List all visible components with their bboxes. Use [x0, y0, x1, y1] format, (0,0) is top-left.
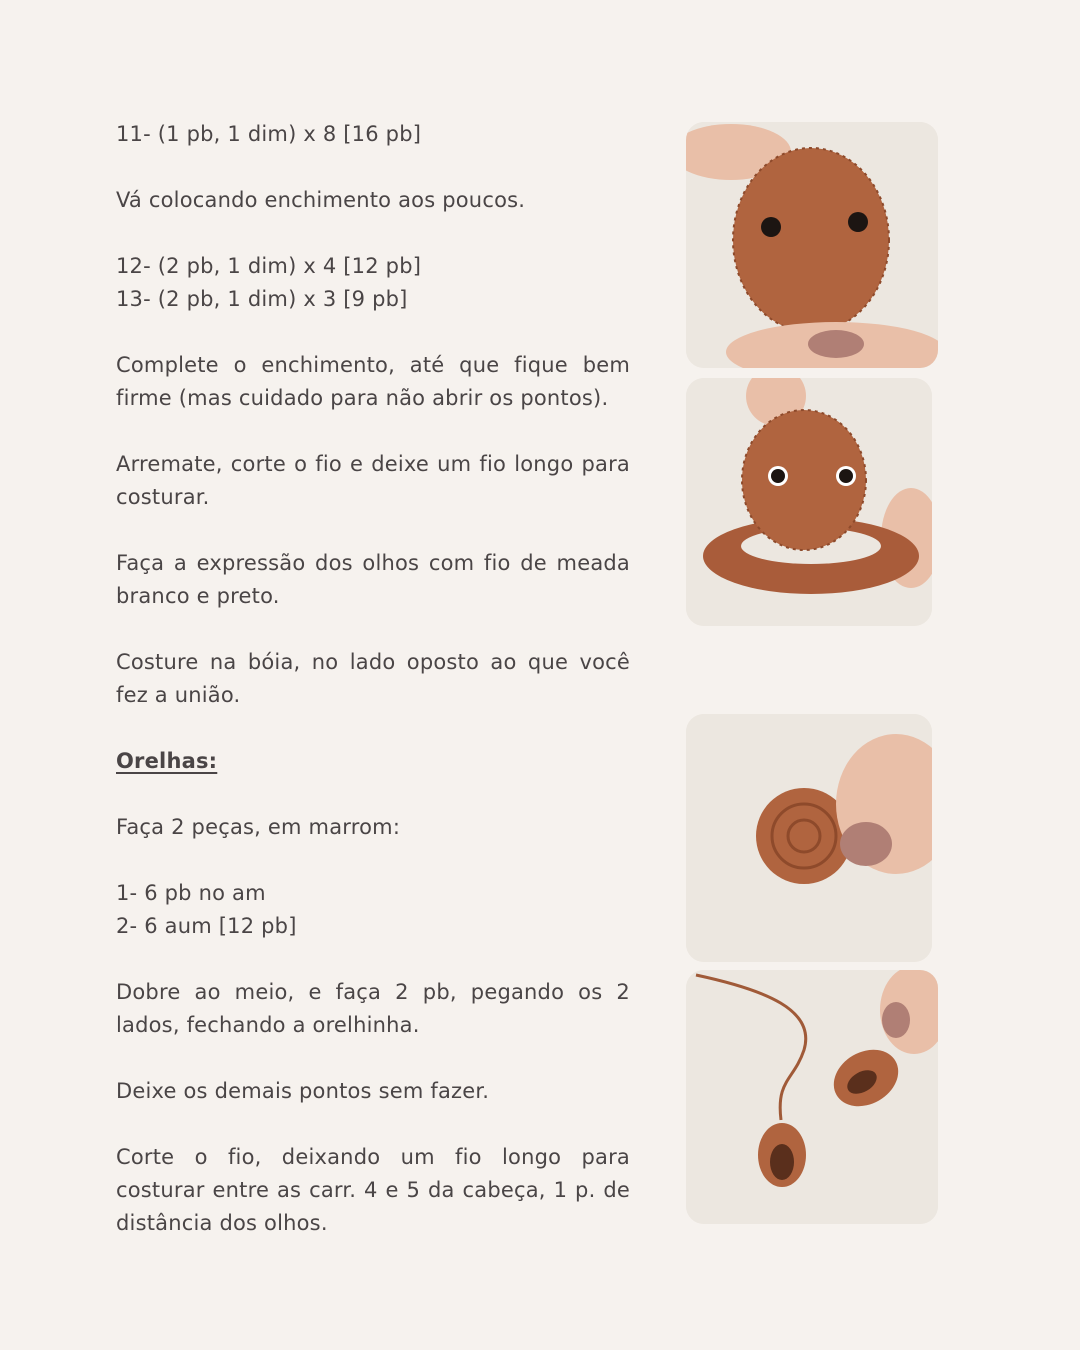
complete-fill: Complete o enchimento, até que fique bem firme (mas cuidado para não abrir os pontos).: [116, 353, 630, 410]
folded-ears-illustration: [686, 970, 938, 1224]
fill-gradually: Vá colocando enchimento aos poucos.: [116, 188, 526, 212]
round-12: 12- (2 pb, 1 dim) x 4 [12 pb]: [116, 254, 422, 278]
head-illustration: [686, 122, 938, 368]
right-eye-icon: [839, 469, 853, 483]
ears-heading: Orelhas:: [116, 749, 218, 773]
leave-instruction: Deixe os demais pontos sem fazer.: [116, 1079, 490, 1103]
round-11: 11- (1 pb, 1 dim) x 8 [16 pb]: [116, 122, 422, 146]
fold-instruction: Dobre ao meio, e faça 2 pb, pegando os 2 lados, fechando a orelhinha.: [116, 980, 630, 1037]
sew-instruction: Costure na bóia, no lado oposto ao que você fez a união.: [116, 650, 630, 707]
head-ring-illustration: [686, 378, 932, 626]
left-eye-icon: [761, 217, 781, 237]
ear-round-2: 2- 6 aum [12 pb]: [116, 914, 297, 938]
fasten-off: Arremate, corte o fio e deixe um fio longo para costurar.: [116, 452, 630, 509]
ear-round-1: 1- 6 pb no am: [116, 881, 266, 905]
round-13: 13- (2 pb, 1 dim) x 3 [9 pb]: [116, 287, 408, 311]
right-eye-icon: [848, 212, 868, 232]
ear-disc-illustration: [686, 714, 932, 962]
photo-folded-ears: [686, 970, 938, 1224]
ears-pieces: Faça 2 peças, em marrom:: [116, 815, 401, 839]
cut-instruction: Corte o fio, deixando um fio longo para costurar entre as carr. 4 e 5 da cabeça, 1 p. de distância dos olhos.: [116, 1145, 630, 1235]
photo-ear-disc: [686, 714, 932, 962]
pattern-text: [116, 118, 630, 1273]
left-eye-icon: [771, 469, 785, 483]
photo-head-on-ring: [686, 378, 932, 626]
eyes-instruction: Faça a expressão dos olhos com fio de meada branco e preto.: [116, 551, 630, 608]
photo-head-in-hand: [686, 122, 938, 368]
